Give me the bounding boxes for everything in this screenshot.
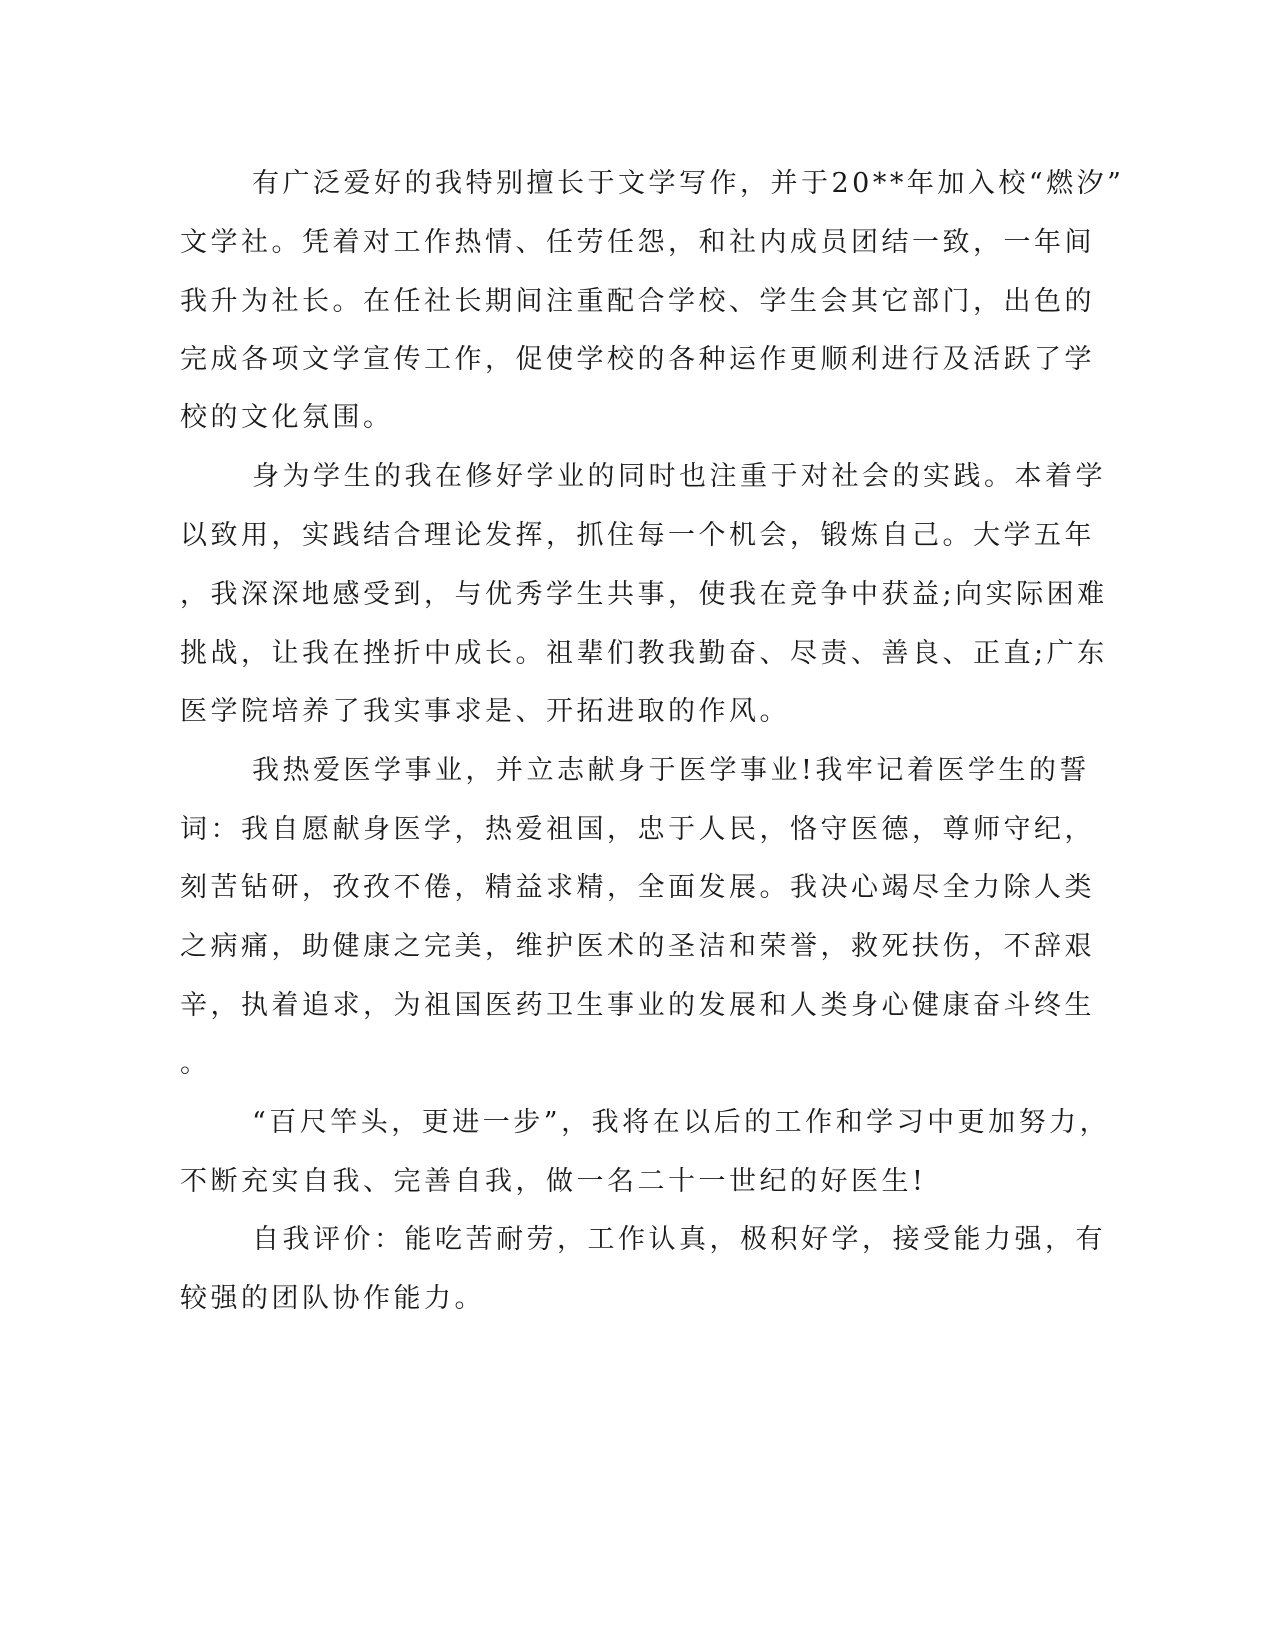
paragraph-3-line-3: 刻苦钻研，孜孜不倦，精益求精，全面发展。我决心竭尽全力除人类	[180, 872, 1095, 903]
paragraph-5-line-2: 较强的团队协作能力。	[180, 1283, 485, 1314]
paragraph-3-line-6: 。	[180, 1048, 211, 1079]
paragraph-2-line-4: 挑战，让我在挫折中成长。祖辈们教我勤奋、尽责、善良、正直;广东	[180, 638, 1108, 669]
paragraph-3-line-1: 我热爱医学事业，并立志献身于医学事业!我牢记着医学生的誓	[252, 755, 1090, 786]
paragraph-5-line-1: 自我评价：能吃苦耐劳，工作认真，极积好学，接受能力强，有	[252, 1224, 1106, 1255]
paragraph-2-line-5: 医学院培养了我实事求是、开拓进取的作风。	[180, 696, 790, 727]
paragraph-3-line-2: 词：我自愿献身医学，热爱祖国，忠于人民，恪守医德，尊师守纪，	[180, 814, 1095, 845]
paragraph-1-line-5: 校的文化氛围。	[180, 402, 394, 433]
paragraph-1-line-2: 文学社。凭着对工作热情、任劳任怨，和社内成员团结一致，一年间	[180, 227, 1095, 258]
paragraph-2-line-2: 以致用，实践结合理论发挥，抓住每一个机会，锻炼自己。大学五年	[180, 520, 1095, 551]
paragraph-2-line-1: 身为学生的我在修好学业的同时也注重于对社会的实践。本着学	[252, 461, 1106, 492]
paragraph-1-line-4: 完成各项文学宣传工作，促使学校的各种运作更顺利进行及活跃了学	[180, 344, 1095, 375]
paragraph-1-line-1: 有广泛爱好的我特别擅长于文学写作，并于20**年加入校“燃汐”	[252, 168, 1125, 199]
paragraph-4-line-1: “百尺竿头，更进一步”，我将在以后的工作和学习中更加努力，	[252, 1107, 1111, 1138]
paragraph-3-line-5: 辛，执着追求，为祖国医药卫生事业的发展和人类身心健康奋斗终生	[180, 990, 1095, 1021]
paragraph-3-line-4: 之病痛，助健康之完美，维护医术的圣洁和荣誉，救死扶伤，不辞艰	[180, 931, 1095, 962]
paragraph-2-line-3: ，我深深地感受到，与优秀学生共事，使我在竞争中获益;向实际困难	[180, 579, 1108, 610]
paragraph-1-line-3: 我升为社长。在任社长期间注重配合学校、学生会其它部门，出色的	[180, 286, 1095, 317]
paragraph-4-line-2: 不断充实自我、完善自我，做一名二十一世纪的好医生!	[180, 1166, 927, 1197]
